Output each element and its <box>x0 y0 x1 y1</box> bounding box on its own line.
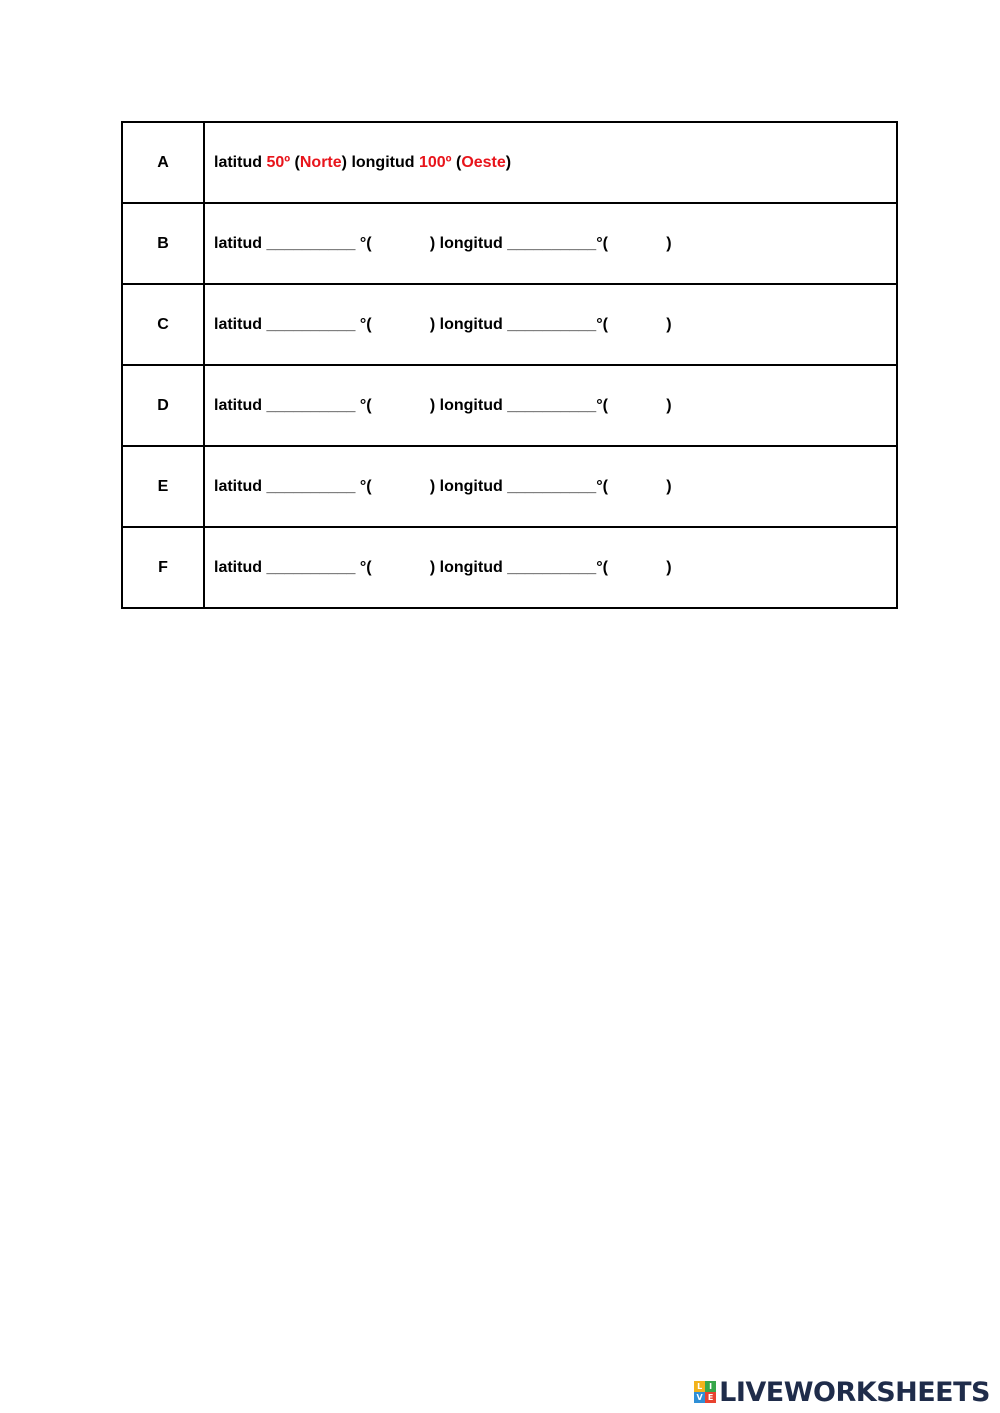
table-row-d <box>122 365 897 446</box>
longitude-blank[interactable]: __________ <box>507 396 597 414</box>
liveworksheets-logo <box>694 1377 990 1407</box>
longitude-word: ) longitud <box>429 234 503 252</box>
latitude-blank[interactable]: __________ <box>266 234 356 252</box>
longitude-word: longitud <box>351 153 415 171</box>
latitude-blank[interactable]: __________ <box>266 315 356 333</box>
table-row-b <box>122 203 897 284</box>
latitude-degree-paren[interactable]: °( <box>359 558 372 576</box>
latitude-degree-paren[interactable]: °( <box>359 234 372 252</box>
logo-square-l: L <box>694 1381 705 1392</box>
table-row-a <box>122 122 897 203</box>
latitude-degree-paren[interactable]: °( <box>359 315 372 333</box>
logo-wordmark: LIVEWORKSHEETS <box>719 1376 990 1408</box>
paren-close: ) <box>666 477 672 495</box>
paren-close: ) <box>666 558 672 576</box>
longitude-blank[interactable]: __________ <box>507 477 597 495</box>
coordinates-table <box>121 121 898 609</box>
longitude-word: ) longitud <box>429 396 503 414</box>
fill-in-line <box>204 284 897 365</box>
latitude-blank[interactable]: __________ <box>266 558 356 576</box>
fill-in-line <box>204 446 897 527</box>
longitude-degree-paren[interactable]: °( <box>596 315 608 333</box>
longitude-word: ) longitud <box>429 315 503 333</box>
row-letter: A <box>122 122 204 203</box>
table-row-f <box>122 527 897 608</box>
latitude-word: latitud <box>214 234 262 252</box>
row-letter: B <box>122 203 204 284</box>
table-row-c <box>122 284 897 365</box>
paren-close: ) <box>666 315 672 333</box>
paren-close: ) <box>505 153 512 171</box>
logo-square-e: E <box>705 1392 716 1403</box>
latitude-word: latitud <box>214 558 262 576</box>
row-letter: C <box>122 284 204 365</box>
fill-in-line <box>204 203 897 284</box>
longitude-word: ) longitud <box>429 558 503 576</box>
row-letter: F <box>122 527 204 608</box>
fill-in-line <box>204 527 897 608</box>
latitude-degree-paren[interactable]: °( <box>359 477 372 495</box>
latitude-blank[interactable]: __________ <box>266 396 356 414</box>
latitude-degree-paren[interactable]: °( <box>359 396 372 414</box>
logo-square-v: V <box>694 1392 705 1403</box>
paren-close: ) <box>341 153 347 171</box>
example-answer <box>204 122 897 203</box>
paren-open: ( <box>455 153 462 171</box>
longitude-degree-paren[interactable]: °( <box>596 396 608 414</box>
paren-close: ) <box>666 234 672 252</box>
latitude-word: latitud <box>214 477 262 495</box>
table-row-e <box>122 446 897 527</box>
latitude-blank[interactable]: __________ <box>266 477 356 495</box>
longitude-blank[interactable]: __________ <box>507 315 597 333</box>
row-letter: E <box>122 446 204 527</box>
longitude-word: ) longitud <box>429 477 503 495</box>
latitude-word: latitud <box>214 396 262 414</box>
longitude-blank[interactable]: __________ <box>507 558 597 576</box>
latitude-value: 50º <box>266 153 291 171</box>
latitude-direction: Norte <box>299 153 342 171</box>
live-squares-icon <box>694 1381 716 1403</box>
paren-open: ( <box>294 153 300 171</box>
longitude-direction: Oeste <box>461 153 506 171</box>
fill-in-line <box>204 365 897 446</box>
row-letter: D <box>122 365 204 446</box>
longitude-degree-paren[interactable]: °( <box>596 477 608 495</box>
latitude-word: latitud <box>214 315 262 333</box>
longitude-blank[interactable]: __________ <box>507 234 597 252</box>
latitude-word: latitud <box>214 153 262 171</box>
longitude-value: 100º <box>418 153 452 171</box>
paren-close: ) <box>666 396 672 414</box>
longitude-degree-paren[interactable]: °( <box>596 234 608 252</box>
logo-square-i: I <box>705 1381 716 1392</box>
longitude-degree-paren[interactable]: °( <box>596 558 608 576</box>
